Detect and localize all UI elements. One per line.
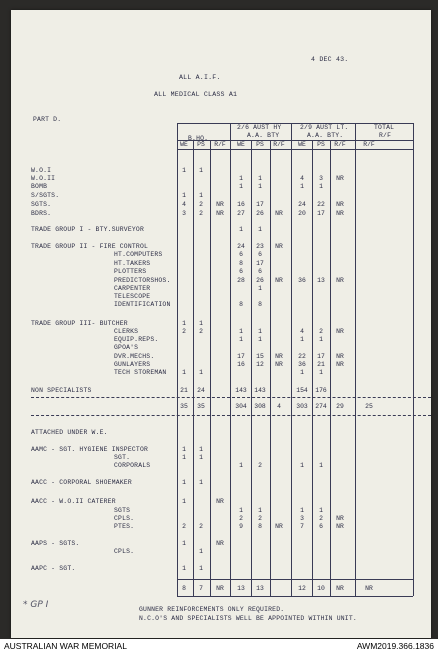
row-cell: NR <box>275 353 283 360</box>
attached-row-cell: 1 <box>319 462 323 469</box>
row-cell: 2 <box>199 210 203 217</box>
row-label: GPOA'S <box>114 344 139 351</box>
row-cell: 1 <box>319 336 323 343</box>
row-label: W.O.I <box>31 167 52 174</box>
attached-row-cell: NR <box>275 523 283 530</box>
row-cell: 13 <box>317 277 325 284</box>
attached-row-label: CPLS. <box>114 548 135 555</box>
row-cell: 22 <box>298 353 306 360</box>
row-cell: 17 <box>256 260 264 267</box>
attached-row-label: PTES. <box>114 523 135 530</box>
row-cell: 28 <box>237 277 245 284</box>
attached-row-label: CPLS. <box>114 515 135 522</box>
totals2-cell: NR <box>365 585 373 592</box>
row-cell: 8 <box>239 260 243 267</box>
row-cell: 1 <box>182 192 186 199</box>
row-cell: 1 <box>182 369 186 376</box>
attached-row-cell: 2 <box>182 523 186 530</box>
row-label: TRADE GROUP III- BUTCHER <box>31 320 128 327</box>
row-cell: 1 <box>239 175 243 182</box>
row-cell: NR <box>275 361 283 368</box>
row-cell: 1 <box>258 336 262 343</box>
row-cell: 16 <box>237 361 245 368</box>
attached-row-cell: 2 <box>258 515 262 522</box>
row-cell: 2 <box>199 328 203 335</box>
row-cell: NR <box>336 201 344 208</box>
row-cell: NR <box>336 175 344 182</box>
row-label: PREDICTORSHOS. <box>114 277 171 284</box>
attached-row-cell: 1 <box>258 507 262 514</box>
column-subheader: R/F <box>363 141 375 148</box>
attached-row-cell: 2 <box>258 462 262 469</box>
row-label: TRADE GROUP I - BTY.SURVEYOR <box>31 226 144 233</box>
table-minor-divider <box>312 141 313 596</box>
row-cell: 2 <box>199 201 203 208</box>
row-cell: 1 <box>319 369 323 376</box>
table-header-bottom-rule <box>177 149 413 150</box>
footer-accession: AWM2019.366.1836 <box>356 641 434 651</box>
row-cell: NR <box>336 210 344 217</box>
row-cell: 1 <box>239 336 243 343</box>
row-label: EQUIP.REPS. <box>114 336 159 343</box>
row-label: TECH STOREMAN <box>114 369 167 376</box>
attached-row-cell: 1 <box>182 540 186 547</box>
row-cell: 24 <box>298 201 306 208</box>
row-cell: 36 <box>298 361 306 368</box>
row-cell: 6 <box>239 268 243 275</box>
row-cell: 1 <box>300 183 304 190</box>
row-cell: 1 <box>258 226 262 233</box>
column-subheader: WE <box>298 141 306 148</box>
row-cell: 1 <box>199 369 203 376</box>
column-subheader: R/F <box>334 141 346 148</box>
row-label: DVR.MECHS. <box>114 353 155 360</box>
row-cell: 1 <box>258 285 262 292</box>
row-cell: 1 <box>199 192 203 199</box>
attached-row-cell: 6 <box>319 523 323 530</box>
attached-row-cell: NR <box>216 498 224 505</box>
attached-row-label: AAPS - SGTS. <box>31 540 80 547</box>
row-cell: 1 <box>199 320 203 327</box>
row-cell: 17 <box>237 353 245 360</box>
column-subheader: R/F <box>273 141 285 148</box>
table-minor-divider <box>251 141 252 596</box>
row-cell: 3 <box>319 175 323 182</box>
handwritten-mark: * GP I <box>23 600 49 610</box>
note-gunner: GUNNER REINFORCEMENTS ONLY REQUIRED. <box>139 606 285 613</box>
subtotal-cell: 35 <box>180 403 188 410</box>
attached-row-cell: 1 <box>199 548 203 555</box>
row-label: TRADE GROUP II - FIRE CONTROL <box>31 243 149 250</box>
row-label: HT.TAKERS <box>114 260 151 267</box>
row-cell: NR <box>275 243 283 250</box>
attached-row-cell: 7 <box>300 523 304 530</box>
row-cell: 1 <box>258 183 262 190</box>
subtotal-cell: 308 <box>254 403 266 410</box>
subtotal-bottom-rule <box>31 415 431 416</box>
attached-row-cell: 1 <box>239 507 243 514</box>
row-cell: 15 <box>256 353 264 360</box>
row-cell: 1 <box>258 175 262 182</box>
row-cell: 1 <box>199 167 203 174</box>
col-group-total-rf: R/F <box>379 132 392 139</box>
subtotal-cell: 304 <box>235 403 247 410</box>
row-label: CARPENTER <box>114 285 151 292</box>
row-cell: 2 <box>182 328 186 335</box>
row-cell: NR <box>336 361 344 368</box>
attached-row-cell: NR <box>336 523 344 530</box>
attached-row-label: SGTS <box>114 507 131 514</box>
subtotal-cell: 4 <box>277 403 281 410</box>
totals2-cell: 10 <box>317 585 325 592</box>
row-cell: 21 <box>180 387 188 394</box>
attached-title: ATTACHED UNDER W.E. <box>31 429 108 436</box>
totals2-cell: 7 <box>199 585 203 592</box>
row-cell: NR <box>275 277 283 284</box>
row-cell: 1 <box>239 183 243 190</box>
attached-row-cell: 1 <box>182 446 186 453</box>
attached-row-cell: 9 <box>239 523 243 530</box>
totals2-cell: 8 <box>182 585 186 592</box>
totals2-cell: 13 <box>256 585 264 592</box>
row-cell: 27 <box>237 210 245 217</box>
document-date: 4 DEC 43. <box>311 56 349 63</box>
row-label: W.O.II <box>31 175 56 182</box>
heading-aif: ALL A.I.F. <box>179 74 221 81</box>
subtotal-rule <box>31 397 431 398</box>
column-subheader: WE <box>180 141 188 148</box>
attached-row-cell: 1 <box>182 498 186 505</box>
row-cell: 24 <box>197 387 205 394</box>
row-cell: NR <box>336 277 344 284</box>
table-bottom-rule <box>177 596 413 597</box>
attached-row-cell: 1 <box>182 565 186 572</box>
column-subheader: PS <box>317 141 325 148</box>
row-label: BDRS. <box>31 210 52 217</box>
subtotal-cell: 25 <box>365 403 373 410</box>
row-cell: 26 <box>256 277 264 284</box>
row-cell: NR <box>275 210 283 217</box>
attached-row-label: AAPC - SGT. <box>31 565 76 572</box>
row-cell: 8 <box>239 301 243 308</box>
attached-row-cell: 1 <box>199 454 203 461</box>
row-cell: 143 <box>254 387 266 394</box>
heading-medical-class: ALL MEDICAL CLASS A1 <box>154 91 238 98</box>
attached-row-cell: NR <box>336 515 344 522</box>
row-label: NON SPECIALISTS <box>31 387 92 394</box>
row-cell: 4 <box>300 328 304 335</box>
row-cell: 21 <box>317 361 325 368</box>
totals2-cell: NR <box>216 585 224 592</box>
row-cell: 1 <box>258 328 262 335</box>
row-cell: 36 <box>298 277 306 284</box>
row-cell: 3 <box>182 210 186 217</box>
row-cell: 143 <box>235 387 247 394</box>
row-cell: 26 <box>256 210 264 217</box>
row-cell: 1 <box>182 167 186 174</box>
attached-row-label: SGT. <box>114 454 131 461</box>
row-cell: 2 <box>319 328 323 335</box>
table-major-divider <box>413 123 414 596</box>
table-minor-divider <box>270 141 271 596</box>
attached-row-cell: NR <box>216 540 224 547</box>
row-cell: 17 <box>256 201 264 208</box>
attached-row-cell: 8 <box>258 523 262 530</box>
totals2-cell: 12 <box>298 585 306 592</box>
attached-row-cell: 1 <box>182 479 186 486</box>
row-cell: 1 <box>239 328 243 335</box>
row-cell: NR <box>336 328 344 335</box>
note-ncos: N.C.O'S AND SPECIALISTS WELL BE APPOINTED WITHIN UNIT. <box>139 615 357 622</box>
row-cell: 16 <box>237 201 245 208</box>
subtotal-cell: 29 <box>336 403 344 410</box>
totals2-top-rule <box>177 579 413 580</box>
col-group-26-a: 2/6 AUST HY <box>237 124 282 131</box>
col-group-26-b: A.A. BTY <box>247 132 280 139</box>
row-label: PLOTTERS <box>114 268 147 275</box>
attached-row-cell: 3 <box>300 515 304 522</box>
attached-row-cell: 2 <box>199 523 203 530</box>
row-cell: 20 <box>298 210 306 217</box>
subtotal-cell: 35 <box>197 403 205 410</box>
attached-row-cell: 1 <box>182 454 186 461</box>
attached-row-label: AACC - CORPORAL SHOEMAKER <box>31 479 132 486</box>
document-page <box>11 10 431 638</box>
attached-row-cell: 2 <box>319 515 323 522</box>
row-cell: 12 <box>256 361 264 368</box>
attached-row-cell: 1 <box>300 462 304 469</box>
row-cell: 1 <box>182 320 186 327</box>
row-label: HT.COMPUTERS <box>114 251 163 258</box>
row-label: SGTS. <box>31 201 52 208</box>
row-cell: 6 <box>258 251 262 258</box>
row-label: BOMB <box>31 183 48 190</box>
col-group-total: TOTAL <box>374 124 395 131</box>
row-cell: 4 <box>182 201 186 208</box>
row-cell: 176 <box>315 387 327 394</box>
row-cell: 17 <box>317 210 325 217</box>
row-cell: 6 <box>258 268 262 275</box>
row-label: S/SGTS. <box>31 192 60 199</box>
attached-row-label: CORPORALS <box>114 462 151 469</box>
col-group-29-b: A.A. BTY. <box>307 132 344 139</box>
row-cell: 23 <box>256 243 264 250</box>
attached-row-cell: 1 <box>300 507 304 514</box>
table-major-divider <box>355 123 356 596</box>
part-label: PART D. <box>33 116 62 123</box>
footer-institution: AUSTRALIAN WAR MEMORIAL <box>4 641 127 651</box>
row-cell: 22 <box>317 201 325 208</box>
row-cell: NR <box>216 201 224 208</box>
table-major-divider <box>230 123 231 596</box>
row-cell: 4 <box>300 175 304 182</box>
row-label: TELESCOPE <box>114 293 151 300</box>
attached-row-label: AACC - W.O.II CATERER <box>31 498 116 505</box>
attached-row-cell: 1 <box>239 462 243 469</box>
row-cell: NR <box>216 210 224 217</box>
attached-row-cell: 1 <box>199 565 203 572</box>
totals2-cell: NR <box>336 585 344 592</box>
column-subheader: WE <box>237 141 245 148</box>
attached-row-cell: 1 <box>319 507 323 514</box>
row-label: IDENTIFICATION <box>114 301 171 308</box>
attached-row-cell: 1 <box>199 446 203 453</box>
row-label: CLERKS <box>114 328 139 335</box>
attached-row-cell: 2 <box>239 515 243 522</box>
row-cell: NR <box>336 353 344 360</box>
row-cell: 1 <box>319 183 323 190</box>
table-top-rule <box>177 123 413 124</box>
table-minor-divider <box>330 141 331 596</box>
table-minor-divider <box>210 141 211 596</box>
row-cell: 6 <box>239 251 243 258</box>
row-cell: 24 <box>237 243 245 250</box>
row-cell: 154 <box>296 387 308 394</box>
col-group-29-a: 2/9 AUST LT. <box>300 124 349 131</box>
row-cell: 8 <box>258 301 262 308</box>
row-cell: 1 <box>239 226 243 233</box>
totals2-cell: 13 <box>237 585 245 592</box>
attached-row-label: AAMC - SGT. HYGIENE INSPECTOR <box>31 446 149 453</box>
row-cell: 1 <box>300 369 304 376</box>
subtotal-cell: 303 <box>296 403 308 410</box>
archive-footer <box>0 639 438 653</box>
row-label: GUNLAYERS <box>114 361 151 368</box>
col-group-hq: B.HQ. <box>188 135 209 142</box>
column-subheader: R/F <box>214 141 226 148</box>
column-subheader: PS <box>256 141 264 148</box>
row-cell: 1 <box>300 336 304 343</box>
row-cell: 17 <box>317 353 325 360</box>
attached-row-cell: 1 <box>199 479 203 486</box>
subtotal-cell: 274 <box>315 403 327 410</box>
table-major-divider <box>291 123 292 596</box>
column-subheader: PS <box>197 141 205 148</box>
